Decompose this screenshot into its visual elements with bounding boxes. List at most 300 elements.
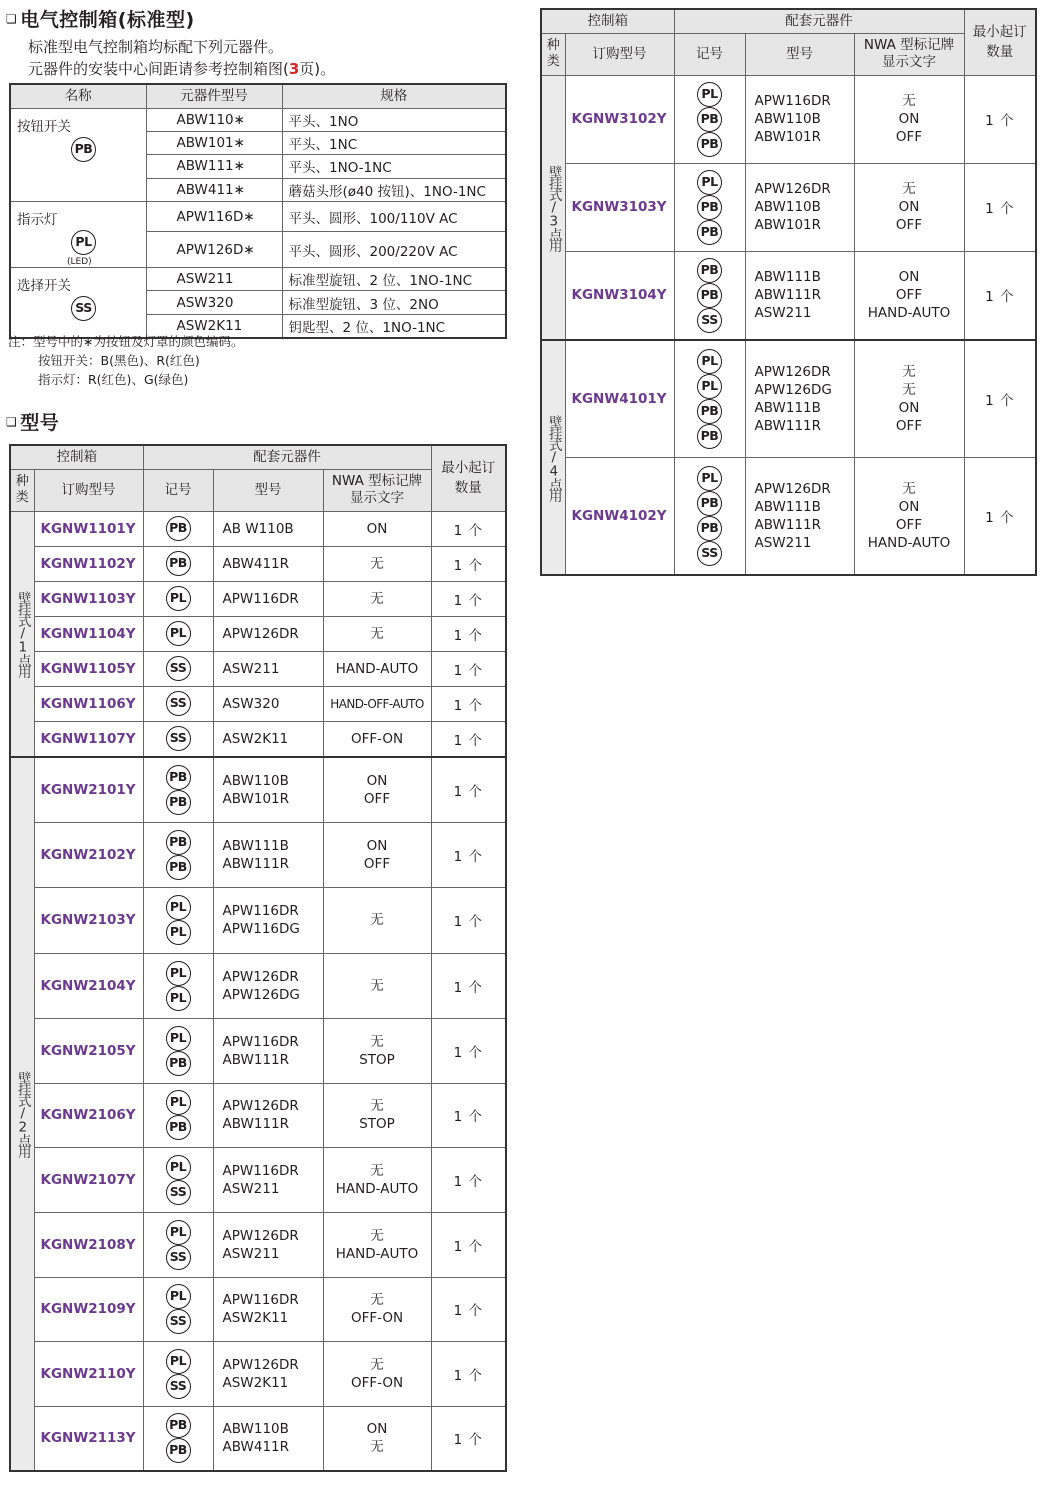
- type-value: ABW111B: [754, 399, 821, 416]
- component-name-cell: [10, 202, 146, 268]
- symbol-icon: PL: [697, 82, 722, 107]
- nwa-value: OFF: [363, 855, 391, 872]
- type-value: ASW2K11: [222, 1310, 289, 1326]
- component-name-cell: [10, 268, 146, 338]
- type-value: APW126DG: [222, 986, 300, 1003]
- category-text: 壁挂式/3点用: [545, 164, 562, 250]
- type-value: ABW111R: [754, 287, 822, 304]
- type-cell: [213, 1018, 323, 1083]
- type-value: APW126DR: [222, 1356, 299, 1373]
- symbol-icon: PL: [166, 1220, 191, 1245]
- order-code: KGNW2102Y: [34, 822, 143, 887]
- symbol-icon: PB: [697, 132, 722, 157]
- symbol-icon: PL: [166, 586, 191, 611]
- category-label: [544, 165, 563, 251]
- intro-line-1: 标准型电气控制箱均标配下列元器件。: [28, 38, 284, 56]
- model-table-right: [540, 8, 1037, 576]
- col-header-model: 元器件型号: [146, 84, 282, 108]
- component-spec: 平头、1NC: [282, 131, 506, 154]
- category-label: [544, 415, 563, 501]
- nwa-value: 无: [902, 381, 916, 398]
- min-qty: 1 个: [964, 457, 1036, 575]
- model-row: [10, 1277, 506, 1341]
- type-value: APW126DG: [754, 381, 832, 398]
- nwa-value: 无: [370, 625, 384, 642]
- type-cell: [213, 1147, 323, 1212]
- min-qty: 1 个: [964, 163, 1036, 251]
- component-table: [9, 83, 507, 339]
- model-row: [10, 686, 506, 721]
- model-row: [10, 887, 506, 953]
- symbol-icon: PB: [166, 516, 191, 541]
- nwa-value: STOP: [359, 1116, 395, 1132]
- nwa-cell: [323, 511, 431, 546]
- nwa-value: 无: [370, 977, 384, 994]
- symbol-icon: PB: [697, 399, 722, 424]
- mark-cell: [143, 822, 213, 887]
- min-qty: 1 个: [431, 546, 506, 581]
- nwa-value: HAND-AUTO: [335, 660, 419, 677]
- component-spec: 平头、圆形、100/110V AC: [282, 202, 506, 232]
- nwa-cell: [323, 651, 431, 686]
- note-line-1: 注：型号中的∗为按钮及灯罩的颜色编码。: [8, 334, 244, 349]
- mark-cell: [143, 721, 213, 757]
- nwa-value: 无: [370, 1292, 384, 1308]
- nwa-cell: [323, 1406, 431, 1471]
- component-model: ASW2K11: [146, 314, 282, 337]
- model-row: [10, 1406, 506, 1471]
- order-code: KGNW1102Y: [34, 546, 143, 581]
- nwa-value: 无: [370, 1356, 384, 1373]
- section-title-models: [6, 408, 59, 435]
- symbol-icon: SS: [166, 691, 191, 716]
- type-value: APW116DR: [222, 903, 299, 919]
- nwa-value: ON: [898, 199, 920, 215]
- type-cell: [213, 1406, 323, 1471]
- nwa-cell: [323, 953, 431, 1018]
- header-mark: 记号: [143, 469, 213, 511]
- header-min-qty: 最小起订数量: [964, 9, 1036, 75]
- min-qty: 1 个: [431, 721, 506, 757]
- nwa-value: 无: [370, 1098, 384, 1114]
- mark-cell: [143, 1018, 213, 1083]
- order-code: KGNW2108Y: [34, 1212, 143, 1277]
- symbol-icon: PL: [697, 374, 722, 399]
- component-row: [10, 268, 506, 291]
- section-title-text: 电气控制箱(标准型): [20, 9, 195, 31]
- type-value: ABW110B: [754, 199, 821, 215]
- type-value: ABW111B: [754, 269, 821, 286]
- nwa-cell: [854, 163, 964, 251]
- symbol-icon: PB: [697, 424, 722, 449]
- nwa-value: 无: [370, 912, 384, 928]
- nwa-value: 无: [902, 363, 916, 380]
- model-row: [10, 546, 506, 581]
- symbol-icon: SS: [71, 296, 96, 321]
- type-value: ASW320: [222, 695, 280, 712]
- nwa-value: OFF-ON: [350, 730, 404, 747]
- nwa-cell: [854, 457, 964, 575]
- type-cell: [213, 1277, 323, 1341]
- nwa-value: ON: [366, 520, 388, 537]
- nwa-value: 无: [370, 1162, 384, 1179]
- intro-text-a: 元器件的安装中心间距请参考控制箱图(: [28, 60, 289, 78]
- component-spec: 标准型旋钮、3 位、2NO: [282, 291, 506, 314]
- order-code: KGNW3102Y: [565, 75, 674, 163]
- order-code: KGNW4101Y: [565, 340, 674, 457]
- header-kind: 种类: [10, 469, 34, 511]
- nwa-cell: [323, 757, 431, 822]
- category-cell: [541, 75, 565, 340]
- mark-cell: [143, 616, 213, 651]
- mark-cell: [674, 163, 745, 251]
- model-row: [541, 251, 1036, 340]
- component-spec: 平头、圆形、200/220V AC: [282, 232, 506, 268]
- header-parts: 配套元器件: [674, 9, 964, 33]
- symbol-icon: PL: [166, 1026, 191, 1051]
- min-qty: 1 个: [964, 75, 1036, 163]
- type-value: ABW110B: [222, 772, 289, 789]
- nwa-value: HAND-OFF-AUTO: [330, 696, 424, 711]
- nwa-cell: [323, 581, 431, 616]
- type-value: ABW411R: [222, 1439, 290, 1456]
- symbol-icon: PB: [697, 195, 722, 220]
- symbol-icon: PL: [166, 895, 191, 920]
- type-value: APW116DR: [222, 1292, 299, 1308]
- nwa-value: 无: [902, 181, 916, 197]
- section-title-text: 型号: [20, 412, 60, 434]
- component-model: ABW110∗: [146, 108, 282, 131]
- type-value: APW116DR: [222, 1162, 299, 1179]
- type-value: APW116DR: [222, 1033, 299, 1050]
- type-value: ASW2K11: [222, 1374, 289, 1391]
- category-text: 壁挂式/2点用: [14, 1071, 31, 1157]
- order-code: KGNW2104Y: [34, 953, 143, 1018]
- component-model: ASW211: [146, 268, 282, 291]
- mark-cell: [674, 251, 745, 340]
- model-row: [541, 457, 1036, 575]
- type-cell: [745, 75, 854, 163]
- header-kind: 种类: [541, 33, 565, 75]
- type-cell: [213, 616, 323, 651]
- model-row: [10, 953, 506, 1018]
- symbol-icon: PB: [166, 1438, 191, 1463]
- category-cell: [541, 340, 565, 575]
- type-value: APW116DR: [754, 93, 831, 109]
- type-value: APW126DR: [222, 1227, 299, 1244]
- component-model: APW116D∗: [146, 202, 282, 232]
- category-label: [13, 591, 32, 677]
- symbol-icon: PL: [166, 1155, 191, 1180]
- min-qty: 1 个: [431, 616, 506, 651]
- component-model: APW126D∗: [146, 232, 282, 268]
- symbol-icon: SS: [166, 1180, 191, 1205]
- nwa-value: ON: [898, 111, 920, 127]
- symbol-icon: PB: [697, 491, 722, 516]
- category-text: 壁挂式/4点用: [545, 414, 562, 501]
- symbol-icon: PB: [166, 855, 191, 880]
- order-code: KGNW2101Y: [34, 757, 143, 822]
- component-name-cell: [10, 108, 146, 202]
- model-row: [10, 1147, 506, 1212]
- type-value: APW116DG: [222, 921, 300, 937]
- mark-cell: [674, 340, 745, 457]
- symbol-icon: PB: [697, 107, 722, 132]
- header-nwa: NWA 型标记牌显示文字: [323, 469, 431, 511]
- component-model: ABW111∗: [146, 155, 282, 178]
- note-line-2: 按钮开关：B(黑色)、R(红色): [38, 353, 200, 368]
- mark-cell: [143, 511, 213, 546]
- order-code: KGNW2105Y: [34, 1018, 143, 1083]
- mark-cell: [143, 1277, 213, 1341]
- type-value: ABW111B: [754, 498, 821, 515]
- model-row: [10, 1212, 506, 1277]
- type-value: ABW111R: [754, 516, 822, 533]
- col-header-name: 名称: [10, 84, 146, 108]
- mark-cell: [143, 757, 213, 822]
- type-value: APW116DR: [222, 590, 299, 607]
- component-symbol: [71, 230, 140, 255]
- nwa-value: HAND-AUTO: [867, 305, 951, 322]
- symbol-icon: PB: [166, 1115, 191, 1140]
- nwa-value: OFF: [895, 287, 923, 304]
- order-code: KGNW3104Y: [565, 251, 674, 340]
- type-value: APW126DR: [754, 363, 831, 380]
- symbol-icon: SS: [166, 1309, 191, 1334]
- symbol-icon: PL: [697, 466, 722, 491]
- min-qty: 1 个: [431, 581, 506, 616]
- nwa-cell: [323, 686, 431, 721]
- header-control-box: 控制箱: [541, 9, 674, 33]
- mark-cell: [143, 686, 213, 721]
- header-type: 型号: [745, 33, 854, 75]
- nwa-value: 无: [370, 590, 384, 607]
- category-cell: [10, 511, 34, 757]
- component-model: ABW411∗: [146, 178, 282, 201]
- header-nwa: NWA 型标记牌显示文字: [854, 33, 964, 75]
- component-spec: 钥匙型、2 位、1NO-1NC: [282, 314, 506, 337]
- model-row: [10, 822, 506, 887]
- type-value: APW126DR: [222, 1098, 299, 1114]
- type-value: ABW110B: [222, 1421, 289, 1438]
- mark-cell: [143, 1147, 213, 1212]
- model-row: [10, 511, 506, 546]
- symbol-icon: SS: [166, 726, 191, 751]
- min-qty: 1 个: [431, 511, 506, 546]
- symbol-icon: PL: [166, 986, 191, 1011]
- min-qty: 1 个: [431, 953, 506, 1018]
- type-value: ASW211: [222, 660, 280, 677]
- model-row: [541, 340, 1036, 457]
- model-table-left: [9, 444, 507, 1472]
- component-symbol: [71, 137, 140, 162]
- order-code: KGNW2110Y: [34, 1341, 143, 1406]
- type-cell: [213, 757, 323, 822]
- mark-cell: [674, 457, 745, 575]
- nwa-cell: [854, 75, 964, 163]
- nwa-value: 无: [370, 1227, 384, 1244]
- min-qty: 1 个: [964, 340, 1036, 457]
- order-code: KGNW2113Y: [34, 1406, 143, 1471]
- nwa-cell: [323, 822, 431, 887]
- checkbox-icon: ❑: [6, 11, 18, 26]
- order-code: KGNW1104Y: [34, 616, 143, 651]
- nwa-value: ON: [898, 498, 920, 515]
- symbol-icon: PB: [166, 1051, 191, 1076]
- mark-cell: [143, 1083, 213, 1147]
- symbol-icon: PB: [166, 1413, 191, 1438]
- nwa-value: OFF-ON: [350, 1374, 404, 1391]
- nwa-value: OFF: [895, 516, 923, 533]
- order-code: KGNW1101Y: [34, 511, 143, 546]
- nwa-value: OFF: [363, 790, 391, 807]
- symbol-icon: PL: [166, 1284, 191, 1309]
- header-order-code: 订购型号: [34, 469, 143, 511]
- mark-cell: [143, 1406, 213, 1471]
- type-value: ABW111R: [222, 1051, 290, 1068]
- min-qty: 1 个: [431, 651, 506, 686]
- header-order-code: 订购型号: [565, 33, 674, 75]
- nwa-value: OFF-ON: [350, 1310, 404, 1326]
- type-value: ABW111R: [222, 855, 290, 872]
- symbol-icon: PL: [166, 621, 191, 646]
- header-parts: 配套元器件: [143, 445, 431, 469]
- nwa-cell: [323, 1018, 431, 1083]
- type-value: APW126DR: [222, 968, 299, 985]
- order-code: KGNW1106Y: [34, 686, 143, 721]
- type-cell: [213, 953, 323, 1018]
- component-row: [10, 202, 506, 232]
- header-control-box: 控制箱: [10, 445, 143, 469]
- symbol-icon: PB: [697, 283, 722, 308]
- min-qty: 1 个: [431, 1341, 506, 1406]
- category-cell: [10, 757, 34, 1471]
- order-code: KGNW2103Y: [34, 887, 143, 953]
- nwa-cell: [323, 546, 431, 581]
- mark-cell: [674, 75, 745, 163]
- mark-cell: [143, 953, 213, 1018]
- nwa-value: STOP: [359, 1051, 395, 1068]
- symbol-icon: PL: [166, 961, 191, 986]
- type-cell: [745, 457, 854, 575]
- nwa-value: 无: [370, 1033, 384, 1050]
- component-name: 指示灯: [17, 212, 58, 229]
- type-value: AB W110B: [222, 520, 294, 537]
- symbol-icon: PB: [166, 830, 191, 855]
- symbol-icon: PB: [697, 258, 722, 283]
- min-qty: 1 个: [431, 1406, 506, 1471]
- min-qty: 1 个: [964, 251, 1036, 340]
- type-cell: [213, 511, 323, 546]
- min-qty: 1 个: [431, 1083, 506, 1147]
- type-value: APW126DR: [754, 480, 831, 497]
- order-code: KGNW1105Y: [34, 651, 143, 686]
- type-value: ASW211: [754, 534, 812, 551]
- mark-cell: [143, 1341, 213, 1406]
- mark-cell: [143, 581, 213, 616]
- type-cell: [213, 721, 323, 757]
- type-value: ABW101R: [754, 217, 822, 233]
- type-value: APW126DR: [754, 181, 831, 197]
- type-cell: [745, 340, 854, 457]
- type-value: APW126DR: [222, 625, 299, 642]
- intro-text-c: 页)。: [299, 60, 336, 78]
- type-cell: [745, 251, 854, 340]
- component-spec: 标准型旋钮、2 位、1NO-1NC: [282, 268, 506, 291]
- nwa-cell: [323, 1083, 431, 1147]
- model-row: [541, 163, 1036, 251]
- symbol-icon: PB: [697, 220, 722, 245]
- order-code: KGNW3103Y: [565, 163, 674, 251]
- min-qty: 1 个: [431, 822, 506, 887]
- type-cell: [213, 686, 323, 721]
- mark-cell: [143, 887, 213, 953]
- nwa-value: ON: [898, 399, 920, 416]
- symbol-icon: PB: [697, 516, 722, 541]
- type-cell: [213, 1083, 323, 1147]
- symbol-icon: PL: [166, 1090, 191, 1115]
- note: [8, 332, 243, 389]
- min-qty: 1 个: [431, 1212, 506, 1277]
- symbol-icon: PL: [697, 170, 722, 195]
- component-spec: 平头、1NO: [282, 108, 506, 131]
- type-cell: [213, 1212, 323, 1277]
- component-symbol: [71, 296, 140, 321]
- type-cell: [213, 651, 323, 686]
- order-code: KGNW4102Y: [565, 457, 674, 575]
- nwa-value: ON: [366, 1421, 388, 1438]
- nwa-value: OFF: [895, 129, 923, 145]
- nwa-cell: [323, 1341, 431, 1406]
- nwa-cell: [323, 887, 431, 953]
- model-row: [10, 581, 506, 616]
- component-model: ABW101∗: [146, 131, 282, 154]
- mark-cell: [143, 651, 213, 686]
- category-text: 壁挂式/1点用: [14, 591, 31, 677]
- component-spec: 蘑菇头形(ø40 按钮)、1NO-1NC: [282, 178, 506, 201]
- header-type: 型号: [213, 469, 323, 511]
- type-value: ABW110B: [754, 111, 821, 127]
- note-line-3: 指示灯：R(红色)、G(绿色): [38, 372, 189, 387]
- min-qty: 1 个: [431, 1018, 506, 1083]
- nwa-cell: [323, 1277, 431, 1341]
- symbol-icon: PL: [71, 230, 96, 255]
- model-row: [10, 721, 506, 757]
- nwa-cell: [323, 616, 431, 651]
- component-spec: 平头、1NO-1NC: [282, 155, 506, 178]
- symbol-icon: PB: [166, 551, 191, 576]
- nwa-cell: [323, 721, 431, 757]
- nwa-value: ON: [898, 269, 920, 286]
- nwa-value: 无: [902, 480, 916, 497]
- intro-line-2: [28, 59, 335, 79]
- component-name: 按钮开关: [17, 118, 71, 135]
- symbol-icon: SS: [697, 308, 722, 333]
- model-row: [10, 757, 506, 822]
- type-value: ASW211: [754, 305, 812, 322]
- type-value: ABW111B: [222, 837, 289, 854]
- page-ref: 3: [288, 60, 300, 78]
- model-row: [541, 75, 1036, 163]
- section-title-control-box: [6, 5, 195, 32]
- header-mark: 记号: [674, 33, 745, 75]
- component-row: [10, 108, 506, 131]
- checkbox-icon: ❑: [6, 414, 18, 429]
- min-qty: 1 个: [431, 1277, 506, 1341]
- nwa-value: ON: [366, 837, 388, 854]
- mark-cell: [143, 546, 213, 581]
- category-label: [13, 1071, 32, 1157]
